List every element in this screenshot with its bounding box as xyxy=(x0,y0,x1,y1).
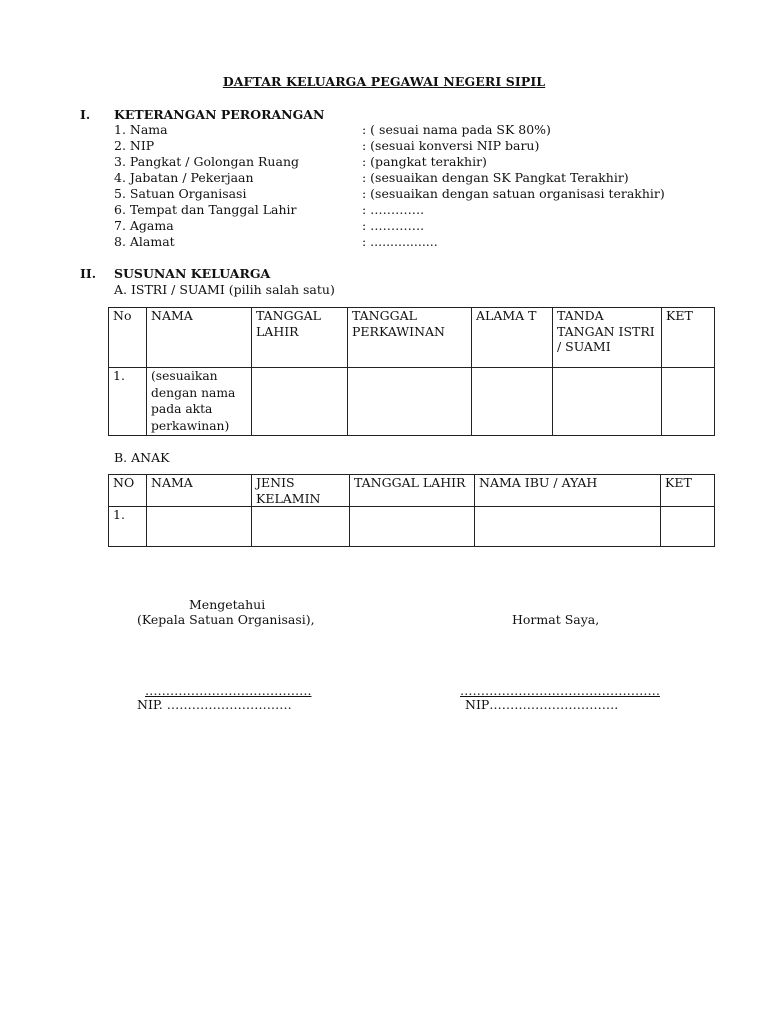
table-cell xyxy=(350,507,475,547)
section-1-heading: KETERANGAN PERORANGAN xyxy=(114,107,325,122)
info-label: 4. Jabatan / Pekerjaan xyxy=(114,170,254,185)
column-header: ALAMA T xyxy=(472,308,553,368)
table-cell xyxy=(475,507,661,547)
document-title: DAFTAR KELUARGA PEGAWAI NEGERI SIPIL xyxy=(222,74,546,89)
organization-head-label: (Kepala Satuan Organisasi), xyxy=(137,612,315,627)
column-header: No xyxy=(109,308,147,368)
table-cell xyxy=(348,368,472,436)
table-header-row xyxy=(109,308,715,368)
section-2-heading: SUSUNAN KELUARGA xyxy=(114,266,271,281)
spouse-table xyxy=(108,307,715,436)
table-cell xyxy=(661,507,715,547)
info-label: 2. NIP xyxy=(114,138,155,153)
column-header: TANGGAL PERKAWINAN xyxy=(348,308,472,368)
regards-label: Hormat Saya, xyxy=(512,612,600,627)
column-header: NAMA xyxy=(147,308,252,368)
info-value: : (sesuaikan dengan satuan organisasi terakhir) xyxy=(362,186,665,201)
nip-right: NIP…………………………. xyxy=(465,697,619,712)
column-header: KET xyxy=(662,308,715,368)
info-value: : (sesuaikan dengan SK Pangkat Terakhir) xyxy=(362,170,629,185)
info-value: : (sesuai konversi NIP baru) xyxy=(362,138,540,153)
table-cell: 1. xyxy=(109,368,147,436)
info-label: 6. Tempat dan Tanggal Lahir xyxy=(114,202,297,217)
subsection-a-heading: A. ISTRI / SUAMI (pilih salah satu) xyxy=(114,282,335,297)
table-cell xyxy=(252,507,350,547)
table-cell: (sesuaikan dengan nama pada akta perkawinan) xyxy=(147,368,252,436)
table-cell xyxy=(553,368,662,436)
table-row xyxy=(109,368,715,436)
column-header: TANDA TANGAN ISTRI / SUAMI xyxy=(553,308,662,368)
table-cell xyxy=(662,368,715,436)
children-table xyxy=(108,474,715,547)
subsection-b-heading: B. ANAK xyxy=(114,450,170,465)
info-value: : ( sesuai nama pada SK 80%) xyxy=(362,122,551,137)
section-2-numeral: II. xyxy=(80,266,97,281)
info-label: 7. Agama xyxy=(114,218,174,233)
column-header: NO xyxy=(109,475,147,507)
column-header: KET xyxy=(661,475,715,507)
nip-left: NIP. ………………………… xyxy=(137,697,292,712)
table-cell xyxy=(472,368,553,436)
column-header: NAMA xyxy=(147,475,252,507)
info-value: : ................. xyxy=(362,234,438,249)
info-label: 3. Pangkat / Golongan Ruang xyxy=(114,154,299,169)
table-row xyxy=(109,507,715,547)
info-label: 5. Satuan Organisasi xyxy=(114,186,247,201)
column-header: NAMA IBU / AYAH xyxy=(475,475,661,507)
column-header: TANGGAL LAHIR xyxy=(252,308,348,368)
table-header-row xyxy=(109,475,715,507)
info-label: 8. Alamat xyxy=(114,234,175,249)
table-cell xyxy=(252,368,348,436)
table-cell xyxy=(147,507,252,547)
info-value: : (pangkat terakhir) xyxy=(362,154,487,169)
column-header: TANGGAL LAHIR xyxy=(350,475,475,507)
info-label: 1. Nama xyxy=(114,122,168,137)
column-header: JENIS KELAMIN xyxy=(252,475,350,507)
section-1-numeral: I. xyxy=(80,107,91,122)
info-value: : …………. xyxy=(362,218,425,233)
table-cell: 1. xyxy=(109,507,147,547)
signature-line-right: ………………………………………… xyxy=(460,683,660,698)
acknowledged-label: Mengetahui xyxy=(189,597,266,612)
info-value: : …………. xyxy=(362,202,425,217)
signature-line-left: …………………………………. xyxy=(145,683,312,698)
